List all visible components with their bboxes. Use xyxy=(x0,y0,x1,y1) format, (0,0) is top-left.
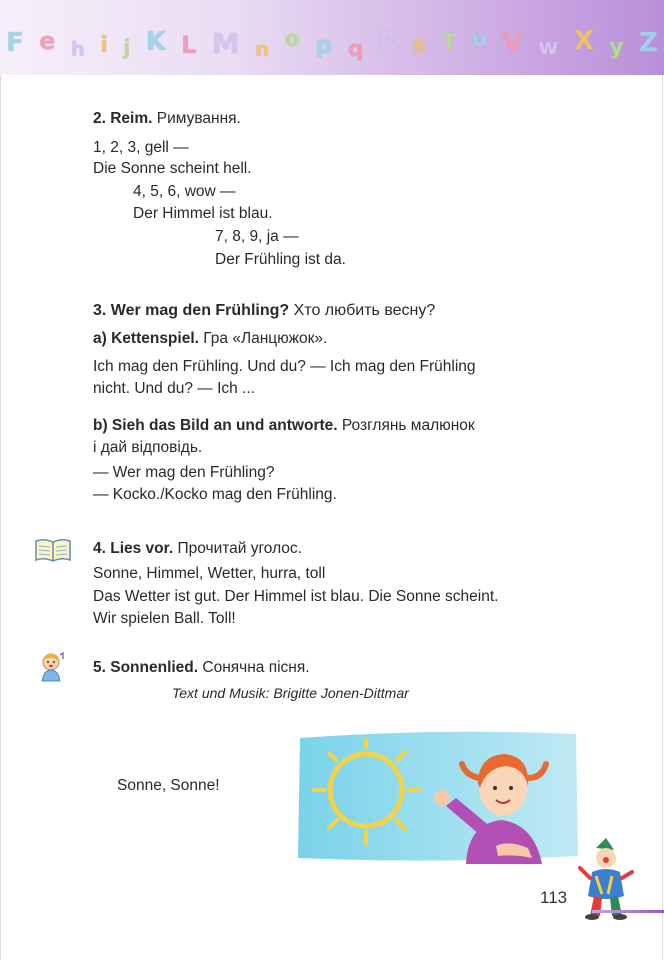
header-letter: y xyxy=(609,34,624,60)
header-letter: j xyxy=(123,35,131,59)
header-letter: q xyxy=(347,36,364,62)
sun-and-girl-illustration xyxy=(296,728,580,864)
exercise-5-title-bold: 5. Sonnenlied. xyxy=(93,659,199,676)
header-letter: L xyxy=(181,31,197,59)
open-book-icon xyxy=(34,537,72,563)
header-letter: e xyxy=(39,27,56,55)
song-credit: Text und Musik: Brigitte Jonen-Dittmar xyxy=(172,685,409,701)
exercise-3b-question: — Wer mag den Frühling? xyxy=(93,464,275,481)
header-letter: p xyxy=(315,31,333,59)
header-band xyxy=(0,0,664,75)
exercise-3-title-rest: Хто любить весну? xyxy=(289,302,436,319)
clown-mascot-icon xyxy=(578,838,634,920)
exercise-3a-text-1: Ich mag den Frühling. Und du? — Ich mag den Frühling xyxy=(93,358,476,375)
header-letter: M xyxy=(211,26,240,60)
header-letter: T xyxy=(441,30,457,56)
exercise-3a-title-bold: a) Kettenspiel. xyxy=(93,330,199,347)
exercise-3b-title-bold: b) Sieh das Bild an und antworte. xyxy=(93,417,338,434)
rhyme-line-2: Die Sonne scheint hell. xyxy=(93,160,252,177)
header-letter: u xyxy=(471,26,488,52)
exercise-3b-title-2: і дай відповідь. xyxy=(93,439,203,456)
exercise-3a-title xyxy=(93,329,327,349)
header-letter: R xyxy=(378,27,398,55)
exercise-3b-title-rest: Розглянь малюнок xyxy=(337,417,475,434)
exercise-5-title-rest: Сонячна пісня. xyxy=(198,659,310,676)
rhyme-line-4: Der Himmel ist blau. xyxy=(133,205,273,222)
exercise-4-line-1: Sonne, Himmel, Wetter, hurra, toll xyxy=(93,565,326,582)
exercise-3b-title xyxy=(93,416,475,436)
song-line: Sonne, Sonne! xyxy=(117,777,220,794)
rhyme-line-5: 7, 8, 9, ja — xyxy=(215,228,299,245)
header-letter: V xyxy=(502,28,523,58)
header-letter: X xyxy=(573,26,594,56)
exercise-3a-title-rest: Гра «Ланцюжок». xyxy=(198,330,328,347)
exercise-2-title-rest: Римування. xyxy=(152,110,241,127)
exercise-4-title xyxy=(93,539,302,559)
rhyme-line-3: 4, 5, 6, wow — xyxy=(133,183,236,200)
alphabet-strip xyxy=(6,18,658,68)
exercise-3-title xyxy=(93,301,435,321)
header-letter: s xyxy=(412,32,426,58)
page-number-underline xyxy=(592,910,664,913)
header-letter: Z xyxy=(638,28,658,58)
exercise-4-line-3: Wir spielen Ball. Toll! xyxy=(93,610,236,627)
exercise-4-title-bold: 4. Lies vor. xyxy=(93,540,174,557)
header-letter: n xyxy=(255,37,270,61)
header-letter: F xyxy=(6,28,24,58)
exercise-3b-answer: — Kocko./Kocko mag den Frühling. xyxy=(93,486,337,503)
header-letter: w xyxy=(538,34,559,60)
exercise-2-title-bold: 2. Reim. xyxy=(93,110,153,127)
header-letter: i xyxy=(100,32,108,58)
header-letter: K xyxy=(145,27,166,57)
page-number: 113 xyxy=(540,888,568,907)
exercise-3-title-bold: 3. Wer mag den Frühling? xyxy=(93,302,290,319)
exercise-4-line-2: Das Wetter ist gut. Der Himmel ist blau. Die Sonne scheint. xyxy=(93,588,499,605)
rhyme-line-1: 1, 2, 3, gell — xyxy=(93,139,189,156)
exercise-3a-text-2: nicht. Und du? — Ich ... xyxy=(93,380,255,397)
header-letter: o xyxy=(284,26,300,52)
exercise-5-title xyxy=(93,658,310,678)
exercise-2-title xyxy=(93,109,241,129)
singing-child-icon xyxy=(36,651,66,683)
rhyme-line-6: Der Frühling ist da. xyxy=(215,251,346,268)
header-letter: h xyxy=(70,37,86,61)
exercise-4-title-rest: Прочитай уголос. xyxy=(173,540,302,557)
